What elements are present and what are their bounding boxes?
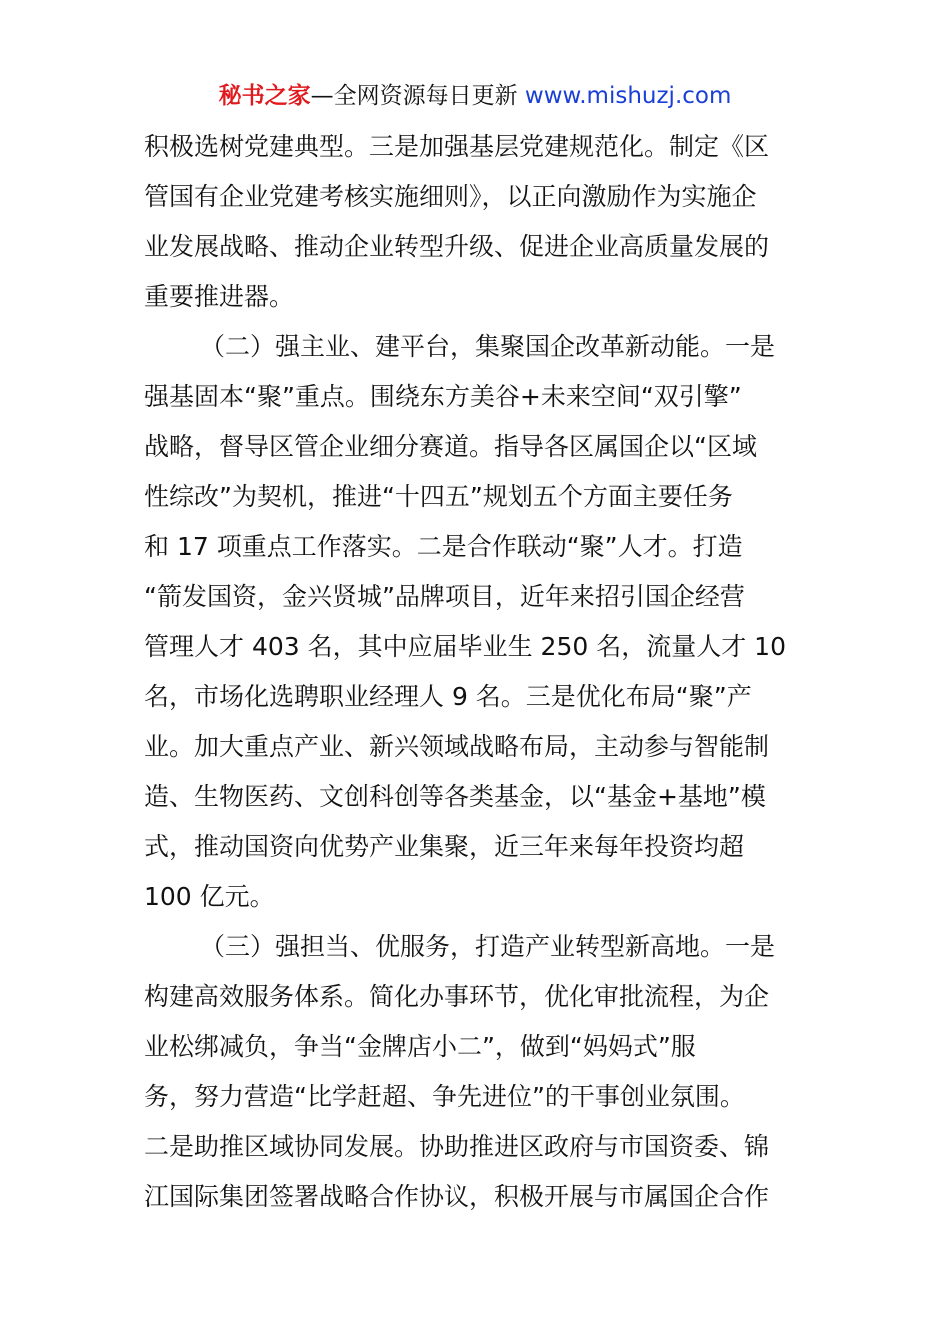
text-line: 名，市场化选聘职业经理人 9 名。三是优化布局“聚”产 <box>144 682 752 711</box>
text-line: 强基固本“聚”重点。围绕东方美谷+未来空间“双引擎” <box>144 382 742 411</box>
text-line: 式，推动国资向优势产业集聚，近三年来每年投资均超 <box>144 832 745 861</box>
header-tagline: —全网资源每日更新 <box>310 83 525 109</box>
text-line: 和 17 项重点工作落实。二是合作联动“聚”人才。打造 <box>144 532 743 561</box>
text-line: 管国有企业党建考核实施细则》，以正向激励作为实施企 <box>144 182 757 211</box>
text-line: 江国际集团签署战略合作协议，积极开展与市属国企合作 <box>144 1182 770 1211</box>
text-line: 业松绑减负，争当“金牌店小二”，做到“妈妈式”服 <box>144 1032 696 1061</box>
text-line: 造、生物医药、文创科创等各类基金，以“基金+基地”模 <box>144 782 766 811</box>
site-header <box>0 80 950 112</box>
text-line: 务，努力营造“比学赶超、争先进位”的干事创业氛围。 <box>144 1082 745 1111</box>
document-body <box>144 122 808 1222</box>
text-line: 构建高效服务体系。简化办事环节，优化审批流程，为企 <box>144 982 770 1011</box>
brand-name: 秘书之家 <box>218 83 311 109</box>
text-line: 管理人才 403 名，其中应届毕业生 250 名，流量人才 10 <box>144 632 786 661</box>
text-line: 100 亿元。 <box>144 882 275 911</box>
text-line: 二是助推区域协同发展。协助推进区政府与市国资委、锦 <box>144 1132 770 1161</box>
text-line: 性综改”为契机，推进“十四五”规划五个方面主要任务 <box>144 482 733 511</box>
text-line: 业发展战略、推动企业转型升级、促进企业高质量发展的 <box>144 232 770 261</box>
text-line: “箭发国资，金兴贤城”品牌项目，近年来招引国企经营 <box>144 582 745 611</box>
text-line: （三）强担当、优服务，打造产业转型新高地。一是 <box>200 932 776 961</box>
site-url-link[interactable]: www.mishuzj.com <box>524 83 732 109</box>
text-line: 重要推进器。 <box>144 282 295 311</box>
text-line: （二）强主业、建平台，集聚国企改革新动能。一是 <box>200 332 776 361</box>
text-line: 业。加大重点产业、新兴领域战略布局，主动参与智能制 <box>144 732 770 761</box>
text-line: 战略，督导区管企业细分赛道。指导各区属国企以“区域 <box>144 432 757 461</box>
text-line: 积极选树党建典型。三是加强基层党建规范化。制定《区 <box>144 132 770 161</box>
